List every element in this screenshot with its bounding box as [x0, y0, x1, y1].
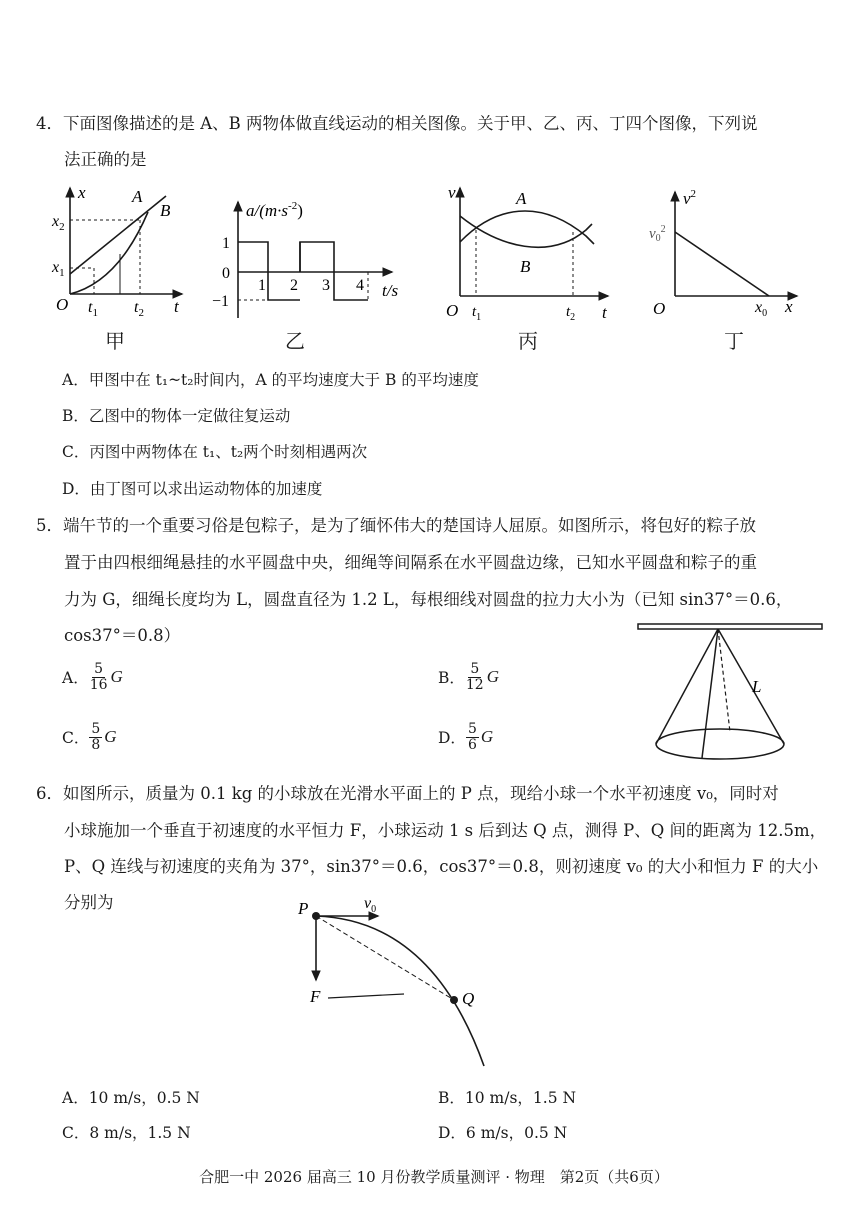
- x-axis-label: x: [785, 297, 793, 316]
- y-axis-label: $v^2$: [683, 188, 697, 208]
- q5-stem-line2: 置于由四根细绳悬挂的水平圆盘中央，细绳等间隔系在水平圆盘边缘，已知水平圆盘和粽子的重: [64, 553, 757, 572]
- v-squared-line: [675, 232, 769, 296]
- tick-v0-squared: $v_0^2$: [649, 224, 666, 244]
- x-axis-label: t/s: [382, 281, 399, 300]
- option-letter: C．: [62, 729, 90, 748]
- unit: G: [104, 727, 117, 747]
- x-tick-4: 4: [356, 277, 364, 294]
- curve-a-label: A: [132, 187, 143, 206]
- tick-t1: $t_1$: [472, 304, 482, 320]
- fraction: $\frac{5}{16}$: [89, 661, 108, 693]
- q4-stem-line2: 法正确的是: [64, 150, 147, 169]
- q6-stem-line3: P、Q 连线与初速度的夹角为 37°，sin37°＝0.6，cos37°＝0.8，则初速度 v₀ 的大小和恒力 F 的大小: [64, 857, 819, 876]
- caption-yi: 乙: [285, 329, 305, 353]
- tick-x2: $x_2$: [52, 213, 65, 233]
- y-tick-1: 1: [222, 235, 230, 252]
- graph-ding: [645, 186, 805, 316]
- q5-stem-line1: 5．端午节的一个重要习俗是包粽子，是为了缅怀伟大的楚国诗人屈原。如图所示，将包好的粽子放: [36, 516, 756, 535]
- force-label: F: [310, 987, 321, 1006]
- trajectory-curve: [316, 916, 484, 1066]
- unit: G: [480, 727, 494, 747]
- graph-bing: [440, 180, 615, 320]
- q4-option-c[interactable]: C．丙图中两物体在 t₁、t₂两个时刻相遇两次: [62, 443, 368, 461]
- tick-t2: $t_2$: [134, 299, 144, 317]
- q5-option-b[interactable]: [438, 662, 499, 692]
- q6-option-b[interactable]: B．10 m/s，1.5 N: [438, 1089, 577, 1107]
- tick-x1: $x_1$: [52, 259, 65, 279]
- ceiling-bar: [638, 624, 822, 629]
- option-letter: D．: [438, 729, 466, 748]
- tick-t1: $t_1$: [88, 299, 98, 317]
- x-tick-3: 3: [322, 277, 330, 294]
- q5-option-a[interactable]: [62, 662, 123, 692]
- unit: G: [110, 667, 123, 687]
- fraction: $\frac{5}{12}$: [465, 661, 484, 693]
- q5-stem-line3: 力为 G，细绳长度均为 L，圆盘直径为 1.2 L，每根细线对圆盘的拉力大小为（已知 sin37°＝0.6，: [64, 590, 793, 609]
- disk: [656, 729, 784, 759]
- v0-label: $v_0$: [364, 895, 377, 915]
- q5-option-c[interactable]: [62, 722, 117, 752]
- option-letter: B．: [438, 669, 465, 688]
- graph-yi: [210, 192, 415, 322]
- q4-stem-line1: 4．下面图像描述的是 A、B 两物体做直线运动的相关图像。关于甲、乙、丙、丁四个图像，下列说: [36, 114, 758, 133]
- q6-option-d[interactable]: D．6 m/s，0.5 N: [438, 1124, 568, 1142]
- y-axis-label: $a/(m\cdot s^{-2})$: [246, 200, 303, 220]
- origin-label: O: [653, 299, 666, 316]
- point-q-label: Q: [462, 989, 475, 1008]
- q5-stem-line4: cos37°＝0.8）: [64, 626, 181, 645]
- point-p: [312, 912, 320, 920]
- q6-stem-line4: 分别为: [64, 893, 114, 912]
- rope-length-label: L: [752, 677, 762, 696]
- tick-t2: $t_2$: [566, 304, 576, 320]
- x-tick-1: 1: [258, 277, 266, 294]
- y-tick-0: 0: [222, 265, 230, 282]
- trajectory-figure: [292, 890, 502, 1070]
- curve-a: [70, 212, 148, 294]
- x-axis-label: t: [602, 303, 607, 320]
- cone-figure: [634, 620, 826, 770]
- point-q: [450, 996, 458, 1004]
- y-tick-neg1: −1: [212, 293, 230, 310]
- origin-label: O: [56, 295, 69, 314]
- q6-option-c[interactable]: C．8 m/s，1.5 N: [62, 1124, 191, 1142]
- q6-stem-line1: 6．如图所示，质量为 0.1 kg 的小球放在光滑水平面上的 P 点，现给小球一个水平初速度 v₀，同时对: [36, 784, 779, 803]
- y-axis-label: x: [78, 183, 86, 202]
- curve-b-label: B: [520, 257, 531, 276]
- x-tick-2: 2: [290, 277, 298, 294]
- page-footer: 合肥一中 2026 届高三 10 月份教学质量测评 · 物理 第2页（共6页）: [199, 1168, 669, 1186]
- q4-option-d[interactable]: D．由丁图可以求出运动物体的加速度: [62, 480, 323, 498]
- origin-label: O: [446, 301, 459, 320]
- fraction: $\frac{5}{8}$: [91, 721, 101, 753]
- q4-option-a[interactable]: A．甲图中在 t₁~t₂时间内，A 的平均速度大于 B 的平均速度: [62, 371, 479, 389]
- y-axis-label: v: [448, 183, 456, 202]
- pq-line: [316, 916, 454, 1000]
- curve-b-label: B: [160, 201, 171, 220]
- option-letter: A．: [62, 669, 89, 688]
- caption-ding: 丁: [724, 329, 744, 353]
- tick-x0: $x_0$: [755, 299, 768, 316]
- caption-jia: 甲: [105, 329, 125, 353]
- q6-option-a[interactable]: A．10 m/s，0.5 N: [62, 1089, 200, 1107]
- unit: G: [486, 667, 499, 687]
- curve-b: [460, 216, 592, 247]
- caption-bing: 丙: [518, 329, 538, 353]
- x-axis-label: t: [174, 297, 179, 316]
- q5-option-d[interactable]: [438, 722, 493, 752]
- fraction: $\frac{5}{6}$: [467, 721, 477, 753]
- curve-a-label: A: [516, 189, 527, 208]
- point-p-label: P: [298, 899, 309, 918]
- q4-option-b[interactable]: B．乙图中的物体一定做往复运动: [62, 407, 291, 425]
- q6-stem-line2: 小球施加一个垂直于初速度的水平恒力 F，小球运动 1 s 后到达 Q 点，测得 P、Q 间的距离为 12.5m，: [64, 821, 827, 840]
- graph-jia: [48, 182, 188, 317]
